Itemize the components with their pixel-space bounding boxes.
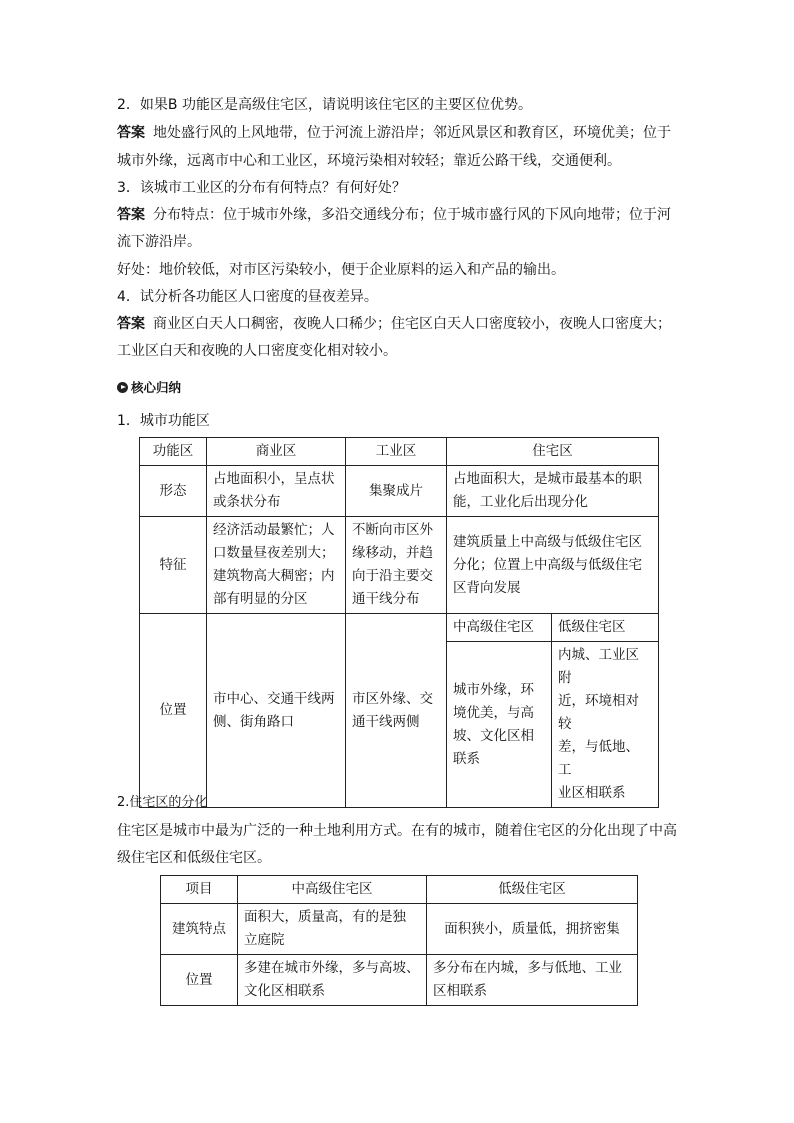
table-header-row: [161, 876, 638, 904]
table-row: [140, 466, 659, 517]
answer-4-line-1: 答案 商业区白天人口稠密，夜晚人口稀少；住宅区白天人口密度较小，夜晚人口密度大；: [117, 316, 671, 332]
question-3: 3．该城市工业区的分布有何特点？有何好处？: [117, 180, 406, 196]
header-cell: 住宅区: [447, 438, 659, 466]
question-2: 2．如果B 功能区是高级住宅区，请说明该住宅区的主要区位优势。: [117, 97, 532, 113]
table-cell: 面积狭小，质量低，拥挤密集: [427, 904, 638, 955]
table-cell: 不断向市区外 缘移动，并趋 向于沿主要交 通干线分布: [346, 517, 447, 614]
header-cell: 商业区: [207, 438, 346, 466]
row-label: 特征: [140, 517, 207, 614]
section2-paragraph-line-2: 级住宅区和低级住宅区。: [117, 850, 271, 866]
table-cell: 市中心、交通干线两 侧、街角路口: [207, 614, 346, 808]
answer-4-line-2: 工业区白天和夜晚的人口密度变化相对较小。: [117, 343, 397, 359]
sub-header-cell: 低级住宅区: [552, 614, 659, 642]
table-row: [140, 614, 659, 642]
table-row: [161, 904, 638, 955]
table-cell: 占地面积大，是城市最基本的职 能，工业化后出现分化: [447, 466, 659, 517]
table-row: [161, 955, 638, 1006]
row-label: 位置: [161, 955, 238, 1006]
table-cell: 多建在城市外缘，多与高坡、 文化区相联系: [238, 955, 427, 1006]
header-cell: 中高级住宅区: [238, 876, 427, 904]
table-row: [140, 517, 659, 614]
header-cell: 工业区: [346, 438, 447, 466]
header-cell: 项目: [161, 876, 238, 904]
answer-2-line-1: 答案 地处盛行风的上风地带，位于河流上游沿岸；邻近风景区和教育区，环境优美；位于: [117, 125, 671, 141]
row-label: 位置: [140, 614, 207, 808]
answer-3-line-2: 流下游沿岸。: [117, 234, 201, 250]
table-cell: 多分布在内城，多与低地、工业 区相联系: [427, 955, 638, 1006]
answer-label: 答案: [117, 207, 145, 223]
answer-2-line-2: 城市外缘，远离市中心和工业区，环境污染相对较轻；靠近公路干线，交通便利。: [117, 153, 621, 169]
table-cell: 市区外缘、交 通干线两侧: [346, 614, 447, 808]
sub-header-cell: 中高级住宅区: [447, 614, 552, 642]
table-cell: 城市外缘，环 境优美，与高 坡、文化区相 联系: [447, 642, 552, 808]
table-cell: 面积大，质量高，有的是独 立庭院: [238, 904, 427, 955]
answer-3-line-1: 答案 分布特点：位于城市外缘，多沿交通线分布；位于城市盛行风的下风向地带；位于河: [117, 207, 671, 223]
table-cell: 占地面积小，呈点状 或条状分布: [207, 466, 346, 517]
answer-3-line-3: 好处：地价较低，对市区污染较小，便于企业原料的运入和产品的输出。: [117, 262, 565, 278]
header-cell: 低级住宅区: [427, 876, 638, 904]
answer-label: 答案: [117, 125, 145, 141]
table-cell: 建筑质量上中高级与低级住宅区 分化；位置上中高级与低级住宅 区背向发展: [447, 517, 659, 614]
section2-paragraph-line-1: 住宅区是城市中最为广泛的一种土地利用方式。在有的城市，随着住宅区的分化出现了中高: [117, 823, 677, 839]
answer-label: 答案: [117, 316, 145, 332]
table-header-row: [140, 438, 659, 466]
row-label: 建筑特点: [161, 904, 238, 955]
row-label: 形态: [140, 466, 207, 517]
table1-heading: 1．城市功能区: [117, 413, 210, 429]
header-cell: 功能区: [140, 438, 207, 466]
summary-heading: 核心归纳: [117, 378, 181, 396]
table-cell: 集聚成片: [346, 466, 447, 517]
table-cell: 内城、工业区附 近，环境相对较 差，与低地、工 业区相联系: [552, 642, 659, 808]
question-4: 4．试分析各功能区人口密度的昼夜差异。: [117, 289, 378, 305]
residential-differentiation-table: [160, 875, 638, 1006]
play-circle-icon: [117, 382, 128, 393]
function-zone-table: [139, 437, 659, 808]
table-cell: 经济活动最繁忙；人 口数量昼夜差别大； 建筑物高大稠密；内 部有明显的分区: [207, 517, 346, 614]
section2-heading: 2.住宅区的分化: [117, 795, 208, 810]
